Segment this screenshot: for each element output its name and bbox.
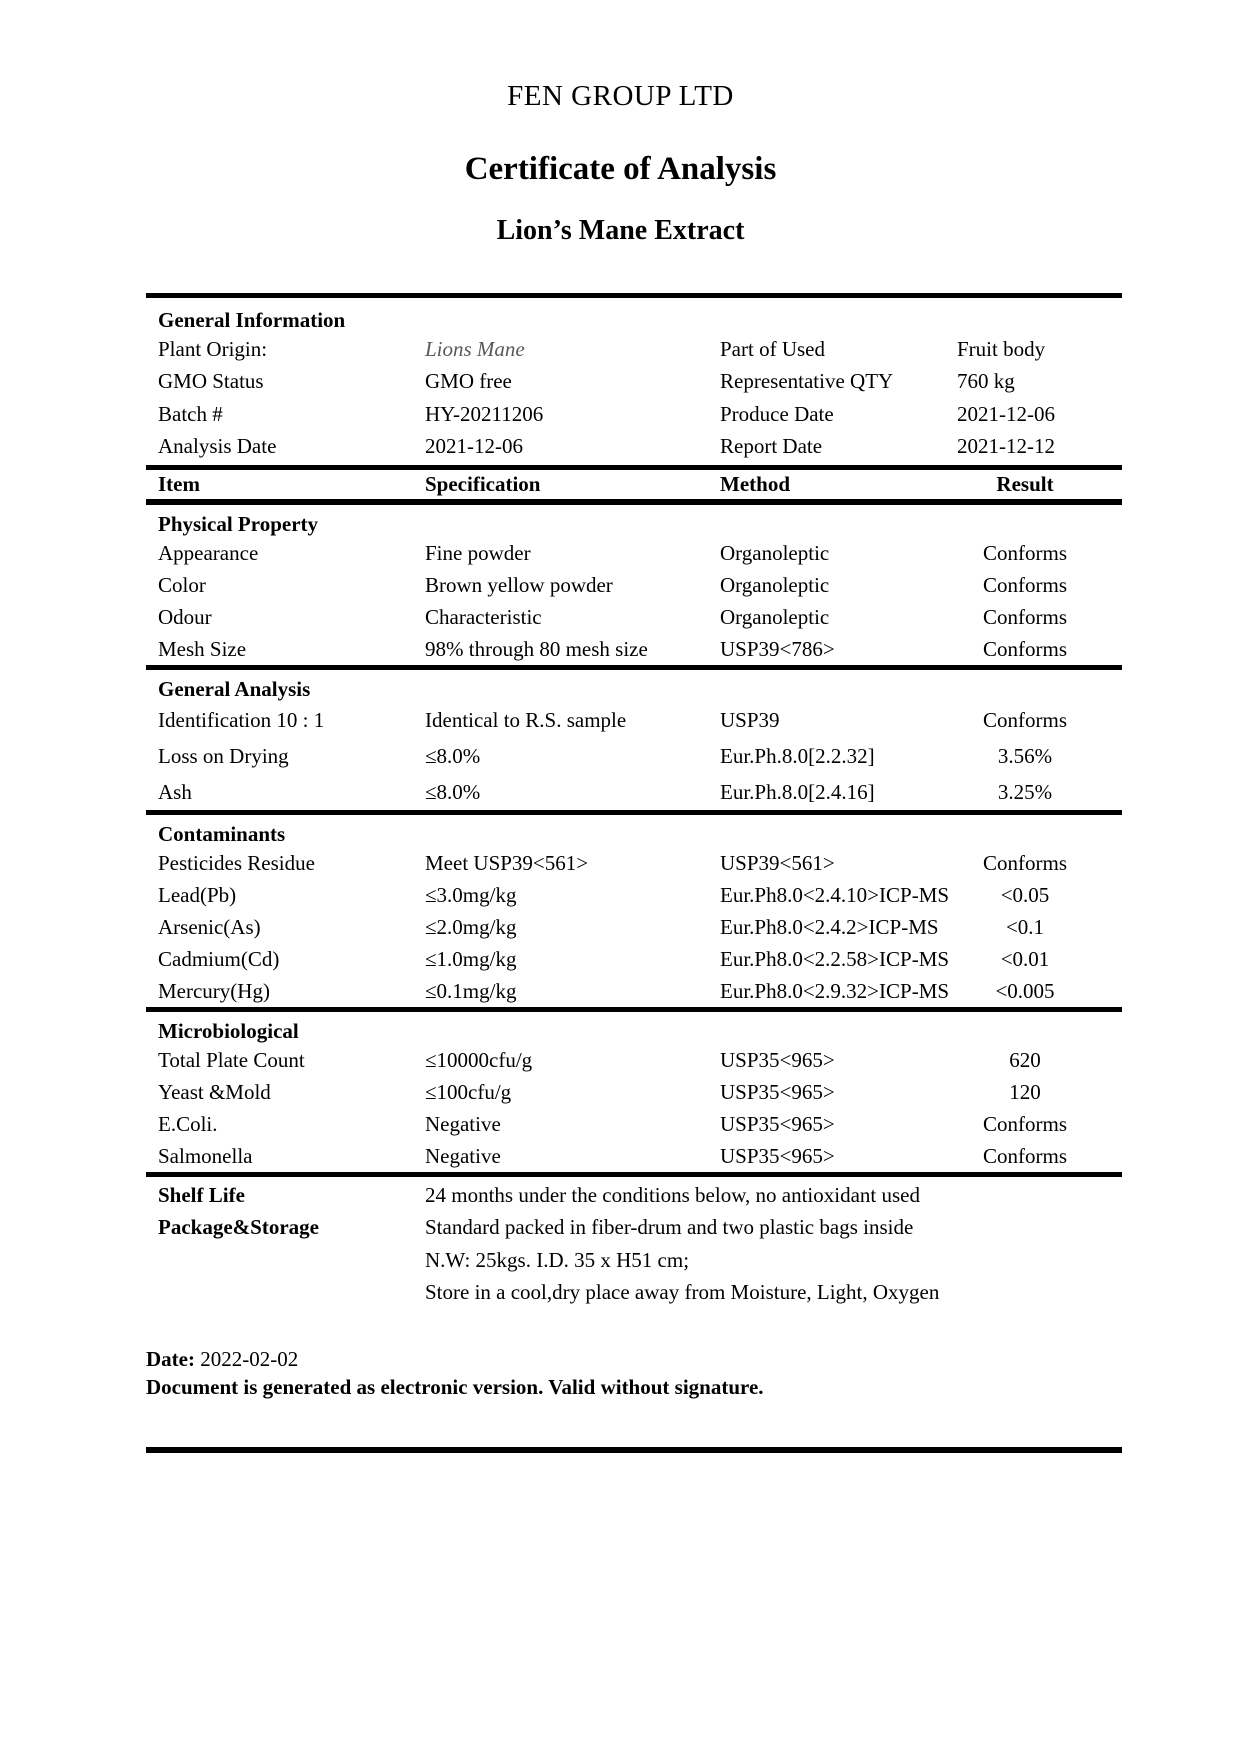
footer-note: Document is generated as electronic version. Valid without signature. — [146, 1375, 764, 1399]
shelf-value: Standard packed in fiber-drum and two plastic bags inside — [425, 1215, 914, 1240]
cell-method: USP35<965> — [720, 1111, 835, 1136]
cell-specification: Brown yellow powder — [425, 572, 613, 597]
table-row — [146, 1277, 1122, 1310]
table-row — [146, 879, 1122, 911]
column-header-specification: Specification — [425, 472, 541, 496]
document-footer — [146, 1345, 1122, 1401]
table-row — [146, 702, 1122, 738]
cell-specification: ≤10000cfu/g — [425, 1047, 533, 1072]
gi-value: 2021-12-06 — [425, 434, 523, 459]
table-row — [146, 569, 1122, 601]
cell-specification: Fine powder — [425, 540, 531, 565]
cell-method: Eur.Ph8.0<2.9.32>ICP-MS — [720, 978, 950, 1003]
cell-specification: Meet USP39<561> — [425, 850, 589, 875]
column-header-method: Method — [720, 472, 790, 496]
cell-item: Mercury(Hg) — [158, 978, 270, 1003]
gi-value: Lions Mane — [425, 336, 525, 361]
cell-item: Arsenic(As) — [158, 914, 261, 939]
cell-result: <0.05 — [1000, 882, 1050, 907]
contaminants-heading: Contaminants — [158, 822, 286, 846]
cell-specification: Negative — [425, 1111, 501, 1136]
gi-value: GMO free — [425, 369, 512, 394]
cell-result: 620 — [1009, 1047, 1041, 1072]
cell-method: Organoleptic — [720, 604, 830, 629]
cell-specification: ≤8.0% — [425, 779, 481, 804]
gi-label: Representative QTY — [720, 369, 894, 394]
table-row — [146, 975, 1122, 1007]
cell-item: Appearance — [158, 540, 259, 565]
gi-label: Produce Date — [720, 401, 834, 426]
cell-method: USP35<965> — [720, 1079, 835, 1104]
gi-value: 2021-12-12 — [957, 434, 1055, 459]
cell-method: USP35<965> — [720, 1047, 835, 1072]
cell-specification: ≤8.0% — [425, 743, 481, 768]
gi-label: Report Date — [720, 434, 823, 459]
shelf-label: Package&Storage — [158, 1215, 319, 1240]
gi-label: Plant Origin: — [158, 336, 268, 361]
cell-result: Conforms — [983, 636, 1067, 661]
cell-specification: ≤2.0mg/kg — [425, 914, 517, 939]
cell-method: USP39<786> — [720, 636, 835, 661]
cell-specification: ≤1.0mg/kg — [425, 946, 517, 971]
cell-result: Conforms — [983, 540, 1067, 565]
general-analysis-heading: General Analysis — [158, 677, 311, 701]
cell-item: Identification 10 : 1 — [158, 707, 325, 732]
gi-label: GMO Status — [158, 369, 264, 394]
cell-specification: Identical to R.S. sample — [425, 707, 627, 732]
cell-method: Organoleptic — [720, 572, 830, 597]
microbiological-section — [146, 1012, 1122, 1177]
table-row — [146, 774, 1122, 810]
cell-result: 120 — [1009, 1079, 1041, 1104]
table-row — [146, 1140, 1122, 1172]
contaminants-section — [146, 815, 1122, 1012]
bottom-divider — [146, 1447, 1122, 1453]
cell-item: Salmonella — [158, 1143, 253, 1168]
cell-item: Mesh Size — [158, 636, 247, 661]
cell-item: Pesticides Residue — [158, 850, 315, 875]
gi-label: Part of Used — [720, 336, 825, 361]
cell-method: USP35<965> — [720, 1143, 835, 1168]
shelf-label: Shelf Life — [158, 1182, 245, 1207]
table-row — [146, 738, 1122, 774]
table-row — [146, 847, 1122, 879]
gi-label: Analysis Date — [158, 434, 277, 459]
certificate-title: Certificate of Analysis — [464, 151, 777, 187]
table-row — [146, 333, 1122, 366]
table-row — [146, 366, 1122, 399]
cell-result: Conforms — [983, 850, 1067, 875]
shelf-life-section — [146, 1177, 1122, 1309]
microbiological-heading: Microbiological — [158, 1019, 299, 1043]
table-row — [146, 633, 1122, 665]
cell-specification: 98% through 80 mesh size — [425, 636, 648, 661]
cell-result: 3.25% — [997, 779, 1053, 804]
cell-result: Conforms — [983, 1111, 1067, 1136]
cell-method: Eur.Ph.8.0[2.4.16] — [720, 779, 875, 804]
general-information-section — [146, 298, 1122, 465]
cell-item: Cadmium(Cd) — [158, 946, 280, 971]
company-name: FEN GROUP LTD — [507, 80, 734, 112]
cell-method: Eur.Ph8.0<2.2.58>ICP-MS — [720, 946, 950, 971]
cell-item: E.Coli. — [158, 1111, 218, 1136]
cell-method: USP39 — [720, 707, 780, 732]
cell-item: Color — [158, 572, 206, 597]
cell-item: Yeast &Mold — [158, 1079, 271, 1104]
cell-item: Total Plate Count — [158, 1047, 305, 1072]
cell-item: Lead(Pb) — [158, 882, 237, 907]
cell-method: Eur.Ph.8.0[2.2.32] — [720, 743, 875, 768]
table-row — [146, 398, 1122, 431]
shelf-value: 24 months under the conditions below, no antioxidant used — [425, 1182, 920, 1207]
cell-result: Conforms — [983, 604, 1067, 629]
cell-specification: ≤3.0mg/kg — [425, 882, 517, 907]
table-row — [146, 601, 1122, 633]
general-analysis-section — [146, 670, 1122, 815]
cell-method: USP39<561> — [720, 850, 835, 875]
gi-value: Fruit body — [957, 336, 1046, 361]
cell-result: Conforms — [983, 1143, 1067, 1168]
footer-date — [146, 1345, 1122, 1373]
product-name: Lion’s Mane Extract — [496, 215, 745, 246]
gi-value: 760 kg — [957, 369, 1015, 394]
cell-method: Organoleptic — [720, 540, 830, 565]
cell-item: Ash — [158, 779, 192, 804]
cell-result: Conforms — [983, 707, 1067, 732]
cell-method: Eur.Ph8.0<2.4.2>ICP-MS — [720, 914, 939, 939]
analysis-table — [146, 293, 1122, 1309]
table-row — [146, 537, 1122, 569]
table-row — [146, 911, 1122, 943]
table-row — [146, 1044, 1122, 1076]
table-header-row — [146, 465, 1122, 505]
cell-method: Eur.Ph8.0<2.4.10>ICP-MS — [720, 882, 950, 907]
general-information-heading: General Information — [158, 308, 346, 332]
shelf-value: N.W: 25kgs. I.D. 35 x H51 cm; — [425, 1247, 690, 1272]
cell-result: <0.1 — [1005, 914, 1045, 939]
table-row — [146, 1108, 1122, 1140]
column-header-item: Item — [158, 472, 200, 496]
gi-value: 2021-12-06 — [957, 401, 1055, 426]
date-value: 2022-02-02 — [200, 1347, 299, 1371]
cell-result: 3.56% — [997, 743, 1053, 768]
shelf-value: Store in a cool,dry place away from Moisture, Light, Oxygen — [425, 1280, 940, 1305]
gi-label: Batch # — [158, 401, 223, 426]
physical-property-heading: Physical Property — [158, 512, 319, 536]
table-row — [146, 431, 1122, 464]
cell-specification: Negative — [425, 1143, 501, 1168]
cell-result: <0.01 — [1000, 946, 1050, 971]
cell-item: Loss on Drying — [158, 743, 289, 768]
cell-result: <0.005 — [995, 978, 1055, 1003]
gi-value: HY-20211206 — [425, 401, 544, 426]
table-row — [146, 1076, 1122, 1108]
cell-specification: ≤0.1mg/kg — [425, 978, 517, 1003]
cell-specification: ≤100cfu/g — [425, 1079, 512, 1104]
column-header-result: Result — [996, 472, 1054, 496]
table-row — [146, 1179, 1122, 1212]
physical-property-section — [146, 505, 1122, 670]
date-label: Date: — [146, 1347, 195, 1371]
table-row — [146, 1212, 1122, 1245]
table-row — [146, 1244, 1122, 1277]
cell-result: Conforms — [983, 572, 1067, 597]
cell-specification: Characteristic — [425, 604, 542, 629]
table-row — [146, 943, 1122, 975]
cell-item: Odour — [158, 604, 212, 629]
